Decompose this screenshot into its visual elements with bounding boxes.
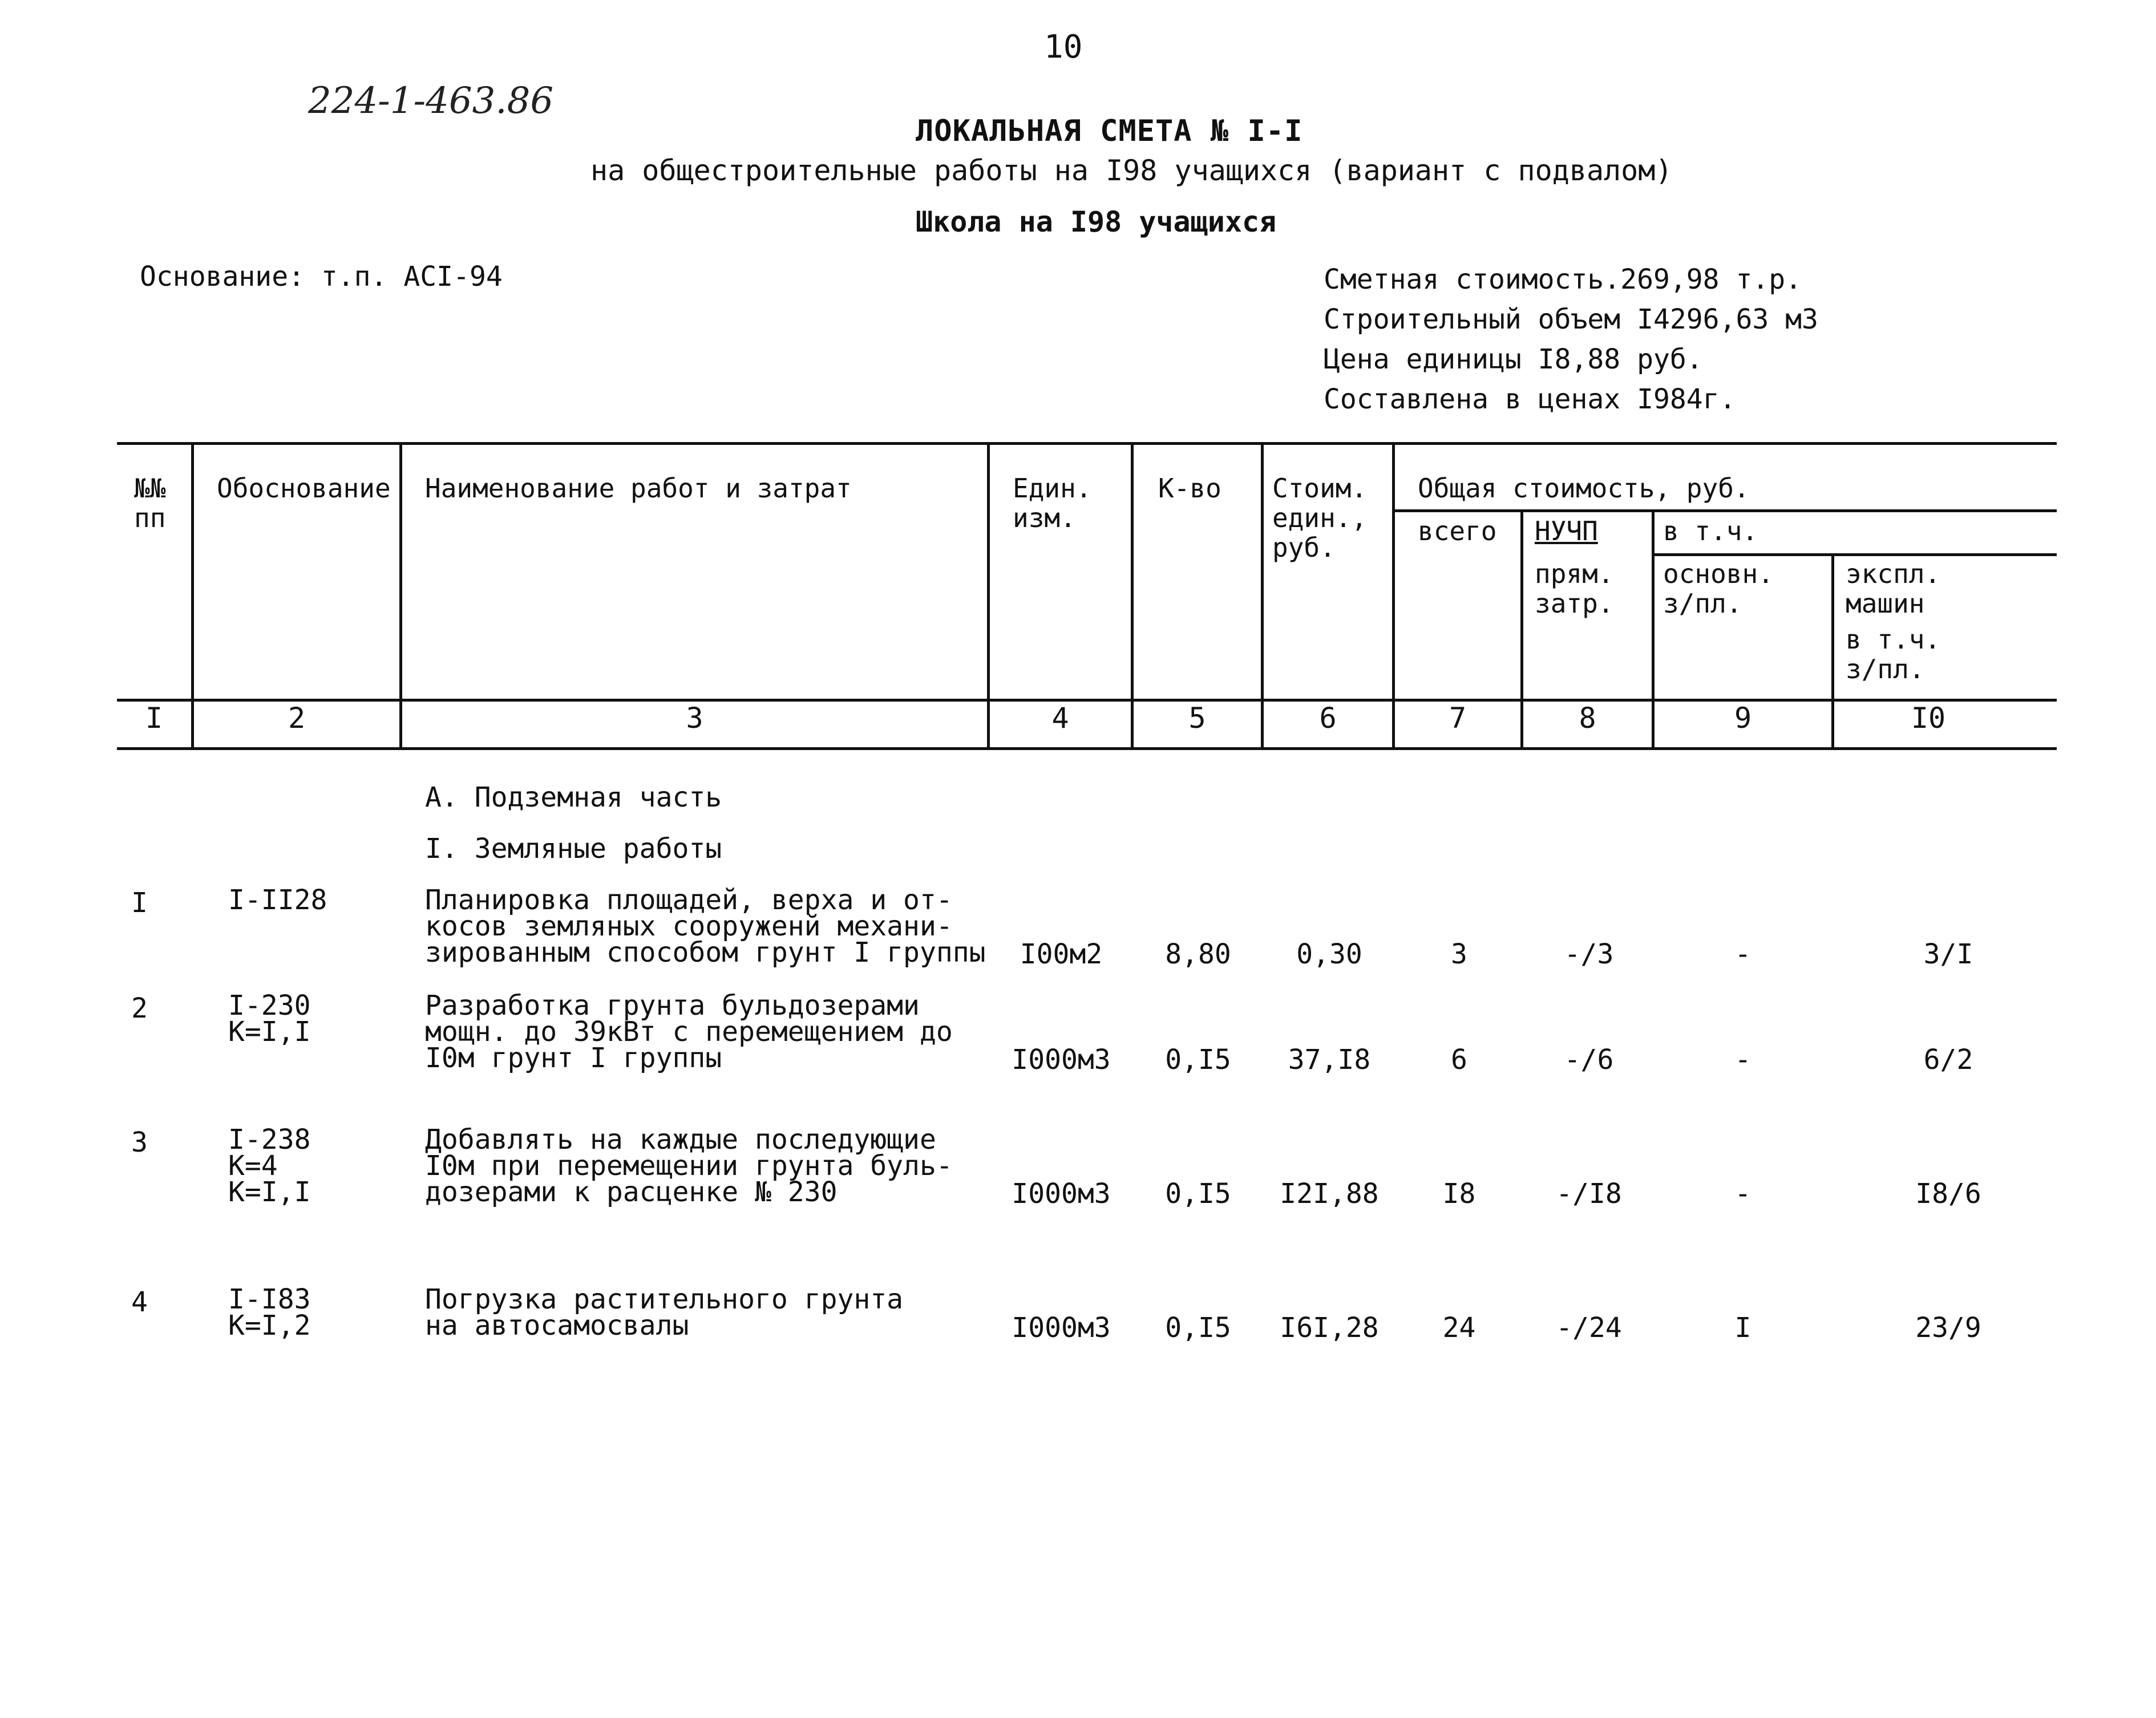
col-header-num: №№ пп xyxy=(134,473,166,533)
machines-line1: экспл. машин xyxy=(1846,558,1941,619)
row-basis: I-230 К=I,I xyxy=(228,990,311,1048)
row-machines: 3/I xyxy=(1923,938,1973,970)
row-name: Планировка площадей, верха и от- косов земляных сооруженй механи- зированным способом грунт I группы xyxy=(425,884,986,969)
section-title: А. Подземная часть xyxy=(425,781,722,813)
col-number: 7 xyxy=(1449,702,1467,735)
col-number: 5 xyxy=(1188,702,1206,735)
col-header-incl: в т.ч. xyxy=(1663,516,1758,546)
col-header-qty: К-во xyxy=(1158,473,1221,504)
row-name: Погрузка растительного грунта на автосамосвалы xyxy=(425,1283,904,1342)
row-unit-cost: 0,30 xyxy=(1296,938,1362,970)
row-unit: I000м3 xyxy=(1012,1178,1111,1210)
row-basis: I-II28 xyxy=(228,884,327,916)
col-header-total: всего xyxy=(1418,516,1497,546)
row-total: 3 xyxy=(1451,938,1467,970)
row-basis: I-I83 К=I,2 xyxy=(228,1283,311,1342)
unit-price: Цена единицы I8,88 руб. xyxy=(1324,343,1703,375)
row-name: Добавлять на каждые последующие I0м при перемещении грунта буль- дозерами к расценке № 230 xyxy=(425,1124,953,1208)
col-number: 4 xyxy=(1051,702,1069,735)
row-number: I xyxy=(131,887,148,919)
row-direct: -/3 xyxy=(1564,938,1614,970)
row-basis: I-238 К=4 К=I,I xyxy=(228,1124,311,1208)
col-number: 3 xyxy=(686,702,703,735)
row-number: 4 xyxy=(131,1286,148,1318)
estimated-cost: Сметная стоимость.269,98 т.р. xyxy=(1324,264,1802,295)
col-number: 9 xyxy=(1734,702,1752,735)
row-qty: 0,I5 xyxy=(1165,1312,1231,1344)
row-unit: I00м2 xyxy=(1020,938,1103,970)
row-qty: 0,I5 xyxy=(1165,1044,1231,1076)
row-unit-cost: I2I,88 xyxy=(1280,1178,1379,1210)
col-header-direct: прям. затр. xyxy=(1535,558,1614,619)
row-direct: -/24 xyxy=(1556,1312,1622,1344)
row-machines: 6/2 xyxy=(1923,1044,1973,1076)
document-title: ЛОКАЛЬНАЯ СМЕТА № I-I xyxy=(916,114,1303,148)
col-header-unit: Един. изм. xyxy=(1013,473,1092,533)
row-direct: -/I8 xyxy=(1556,1178,1622,1210)
row-machines: 23/9 xyxy=(1915,1312,1981,1344)
col-header-unit-cost: Стоим. един., руб. xyxy=(1272,473,1368,563)
page-number: 10 xyxy=(1044,29,1083,66)
col-number: I0 xyxy=(1911,702,1946,735)
col-number: 8 xyxy=(1579,702,1596,735)
row-total: 24 xyxy=(1442,1312,1476,1344)
col-header-name: Наименование работ и затрат xyxy=(425,473,852,504)
construction-volume: Строительный объем I4296,63 м3 xyxy=(1324,303,1818,335)
row-direct: -/6 xyxy=(1564,1044,1614,1076)
price-level: Составлена в ценах I984г. xyxy=(1324,383,1736,415)
row-unit: I000м3 xyxy=(1012,1044,1111,1076)
row-basic-wage: - xyxy=(1734,1044,1752,1076)
row-basic-wage: I xyxy=(1734,1312,1752,1344)
row-total: 6 xyxy=(1451,1044,1467,1076)
col-header-basis: Обоснование xyxy=(217,473,391,504)
col-number: 2 xyxy=(288,702,306,735)
document-subtitle: на общестроительные работы на I98 учащихся (вариант с подвалом) xyxy=(590,154,1673,187)
row-number: 3 xyxy=(131,1127,148,1158)
row-unit-cost: I6I,28 xyxy=(1280,1312,1379,1344)
row-unit-cost: 37,I8 xyxy=(1288,1044,1371,1076)
summary-block xyxy=(1324,260,1818,419)
row-machines: I8/6 xyxy=(1915,1178,1981,1210)
subsection-title: I. Земляные работы xyxy=(425,833,722,865)
object-name: Школа на I98 учащихся xyxy=(916,205,1277,238)
col-header-total-group: Общая стоимость, руб. xyxy=(1418,473,1750,504)
col-header-nuchp: НУЧП xyxy=(1535,516,1598,546)
col-number: I xyxy=(145,702,163,735)
basis-line: Основание: т.п. АСI-94 xyxy=(140,261,503,293)
row-basic-wage: - xyxy=(1734,1178,1752,1210)
row-unit: I000м3 xyxy=(1012,1312,1111,1344)
row-name: Разработка грунта бульдозерами мощн. до 39кВт с перемещением до I0м грунт I группы xyxy=(425,990,953,1074)
col-number: 6 xyxy=(1319,702,1337,735)
col-header-machines-wage: в т.ч. з/пл. xyxy=(1846,624,1941,684)
handwritten-code: 224-1-463.86 xyxy=(308,80,554,122)
row-total: I8 xyxy=(1442,1178,1476,1210)
col-header-machines xyxy=(1846,559,1940,618)
row-qty: 0,I5 xyxy=(1165,1178,1231,1210)
row-basic-wage: - xyxy=(1734,938,1752,970)
col-header-basic-wage: основн. з/пл. xyxy=(1663,558,1774,619)
row-number: 2 xyxy=(131,992,148,1024)
row-qty: 8,80 xyxy=(1165,938,1231,970)
